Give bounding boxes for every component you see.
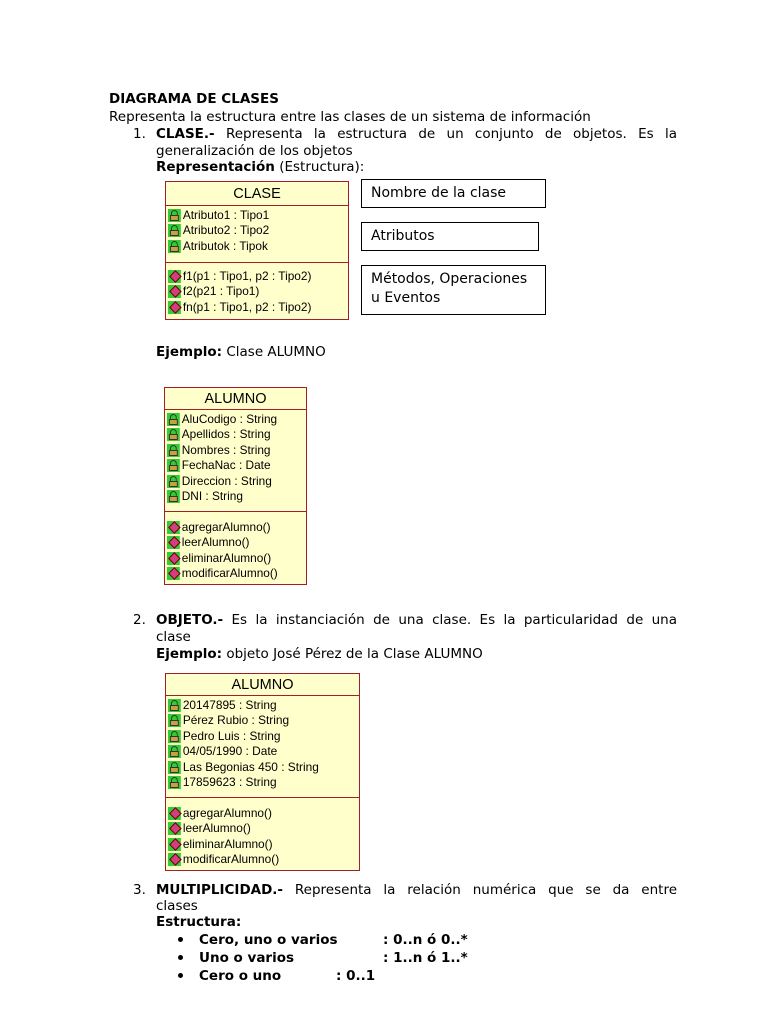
method-row: leerAlumno() (166, 821, 357, 836)
item-3-desc: Representa la relación numérica que se da entre (294, 882, 677, 898)
example-2-text: objeto José Pérez de la Clase ALUMNO (226, 646, 483, 662)
example-2-label: Ejemplo: (156, 646, 223, 662)
method-row: f2(p21 : Tipo1) (166, 284, 346, 299)
method-icon (168, 807, 181, 820)
example-1-label: Ejemplo: (156, 344, 223, 360)
item-2-desc: Es la instanciación de una clase. Es la particularidad de una (231, 612, 677, 628)
attribute-row: Atributok : Tipok (166, 239, 346, 254)
representation-line (156, 159, 364, 175)
generic-class-attributes (166, 206, 348, 263)
bullet-dot (178, 937, 183, 942)
method-row: modificarAlumno() (165, 566, 304, 581)
note-class-name: Nombre de la clase (361, 179, 546, 208)
attribute-icon (167, 428, 180, 441)
item-1-desc: Representa la estructura de un conjunto de objetos. Es la (225, 126, 677, 142)
representation-label: Representación (156, 159, 275, 175)
attribute-row: 20147895 : String (166, 698, 357, 713)
structure-label: Estructura: (156, 914, 242, 930)
attribute-icon (168, 224, 181, 237)
bullet-value: : 0..n ó 0..* (383, 932, 468, 948)
example-1-line (156, 344, 326, 360)
method-row: fn(p1 : Tipo1, p2 : Tipo2) (166, 300, 346, 315)
attribute-icon (167, 459, 180, 472)
attribute-icon (168, 761, 181, 774)
attribute-row: 17859623 : String (166, 775, 357, 790)
alumno-object-box (165, 673, 360, 871)
alumno-object-name: ALUMNO (166, 674, 359, 696)
attribute-icon (168, 776, 181, 789)
item-1-number: 1. (133, 126, 146, 142)
method-icon (168, 838, 181, 851)
alumno-object-attributes (166, 696, 359, 798)
alumno-class-name: ALUMNO (165, 388, 306, 410)
attribute-row: Pedro Luis : String (166, 729, 357, 744)
alumno-object-methods (166, 798, 359, 868)
bullet-item: Uno o varios (178, 950, 294, 966)
method-icon (168, 853, 181, 866)
attribute-icon (167, 475, 180, 488)
attribute-icon (168, 699, 181, 712)
attribute-row: Atributo2 : Tipo2 (166, 223, 346, 238)
item-3-number: 3. (133, 882, 146, 898)
attribute-row: Las Begonias 450 : String (166, 760, 357, 775)
attribute-icon (168, 730, 181, 743)
note-attributes: Atributos (361, 222, 539, 251)
bullet-item: Cero, uno o varios (178, 932, 338, 948)
bullet-item: Cero o uno (178, 968, 281, 984)
alumno-class-attributes (165, 410, 306, 512)
method-row: eliminarAlumno() (165, 551, 304, 566)
note-methods-line-1: Métodos, Operaciones (371, 271, 528, 287)
attribute-row: Atributo1 : Tipo1 (166, 208, 346, 223)
attribute-row: FechaNac : Date (165, 458, 304, 473)
attribute-row: AluCodigo : String (165, 412, 304, 427)
attribute-row: Direccion : String (165, 474, 304, 489)
bullet-value: : 0..1 (336, 968, 376, 984)
attribute-icon (167, 444, 180, 457)
document-title: DIAGRAMA DE CLASES (109, 91, 279, 107)
example-1-text: Clase ALUMNO (226, 344, 326, 360)
method-row: leerAlumno() (165, 535, 304, 550)
note-methods (361, 265, 546, 315)
generic-class-methods (166, 263, 348, 315)
item-2-line-1 (156, 612, 677, 628)
note-methods-line-2: u Eventos (371, 290, 441, 306)
item-1-line-1 (156, 126, 677, 142)
method-icon (168, 285, 181, 298)
method-icon (168, 270, 181, 283)
method-row: eliminarAlumno() (166, 837, 357, 852)
intro-text: Representa la estructura entre las clases de un sistema de información (109, 109, 591, 125)
item-2-line-2: clase (156, 629, 191, 645)
attribute-icon (168, 240, 181, 253)
bullet-dot (178, 955, 183, 960)
method-icon (168, 301, 181, 314)
item-1-term: CLASE.- (156, 126, 215, 142)
attribute-row: Apellidos : String (165, 427, 304, 442)
method-icon (167, 567, 180, 580)
method-icon (167, 552, 180, 565)
attribute-row: 04/05/1990 : Date (166, 744, 357, 759)
method-icon (167, 536, 180, 549)
method-row: f1(p1 : Tipo1, p2 : Tipo2) (166, 269, 346, 284)
item-3-term: MULTIPLICIDAD.- (156, 882, 284, 898)
attribute-icon (168, 714, 181, 727)
bullet-dot (178, 973, 183, 978)
method-row: agregarAlumno() (165, 520, 304, 535)
item-2-term: OBJETO.- (156, 612, 224, 628)
alumno-class-methods (165, 512, 306, 582)
attribute-icon (168, 745, 181, 758)
generic-class-name: CLASE (166, 182, 348, 206)
attribute-row: Nombres : String (165, 443, 304, 458)
generic-class-box (165, 181, 349, 320)
method-row: agregarAlumno() (166, 806, 357, 821)
method-icon (168, 822, 181, 835)
item-3-line-2: clases (156, 898, 198, 914)
example-2-line (156, 646, 483, 662)
attribute-row: DNI : String (165, 489, 304, 504)
representation-suffix: (Estructura): (279, 159, 365, 175)
attribute-icon (167, 490, 180, 503)
alumno-class-box (164, 387, 307, 585)
item-1-line-2: generalización de los objetos (156, 143, 353, 159)
attribute-row: Pérez Rubio : String (166, 713, 357, 728)
method-icon (167, 521, 180, 534)
bullet-value: : 1..n ó 1..* (383, 950, 468, 966)
method-row: modificarAlumno() (166, 852, 357, 867)
attribute-icon (167, 413, 180, 426)
item-2-number: 2. (133, 612, 146, 628)
item-3-line-1 (156, 882, 677, 898)
attribute-icon (168, 209, 181, 222)
